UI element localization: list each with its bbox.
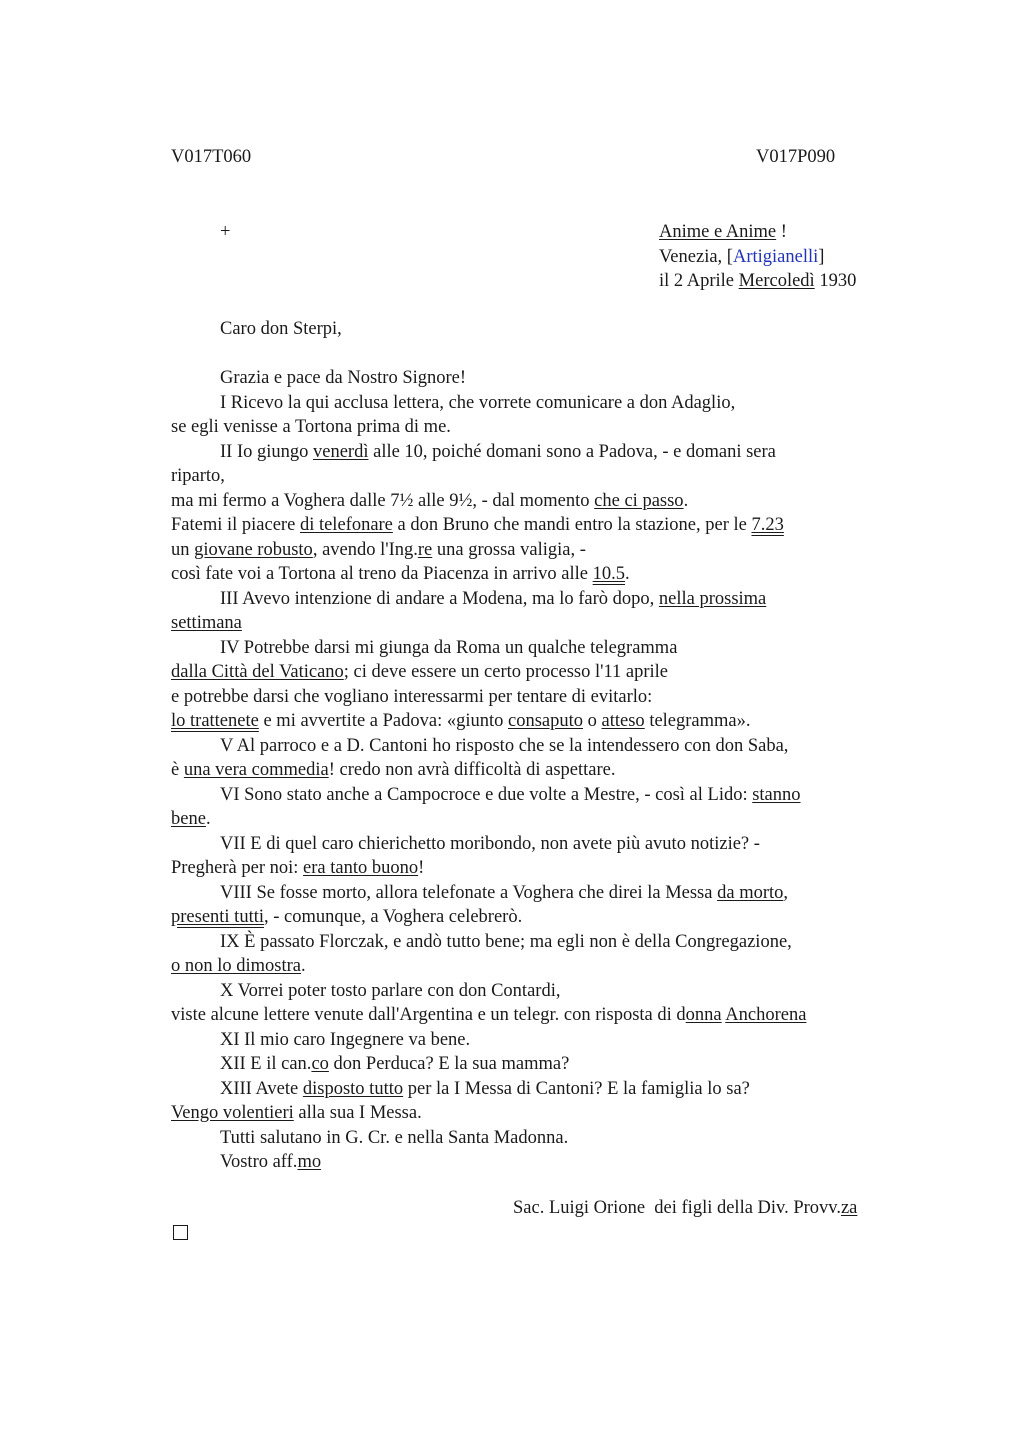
line-text: VIII Se fosse morto, allora telefonate a Voghera che direi la Messa (220, 882, 718, 903)
letter-line (171, 1052, 891, 1077)
letter-line (171, 758, 891, 783)
underlined-text: nella prossima (658, 588, 767, 609)
line-text: per la I Messa di Cantoni? E la famiglia lo sa? (403, 1078, 750, 1099)
line-text: II Io giungo (220, 441, 313, 462)
line-text: telegramma». (644, 711, 751, 731)
underlined-text: bene (171, 809, 206, 829)
line-text: o (583, 711, 602, 731)
line-text: V Al parroco e a D. Cantoni ho risposto che se la intendessero con don Saba, (220, 735, 789, 756)
letter-body (171, 366, 891, 1175)
underlined-text: mo (297, 1152, 322, 1172)
line-text: , - comunque, a Voghera celebrerò. (264, 907, 523, 927)
letter-line (171, 538, 891, 563)
line-text: III Avevo intenzione di andare a Modena, ma lo farò dopo, (220, 588, 659, 609)
underlined-text: atteso (601, 711, 645, 731)
empty-checkbox-mark (173, 1225, 188, 1240)
letter-line (171, 856, 891, 881)
letter-line (171, 930, 891, 955)
letter-line (171, 415, 891, 440)
line-text: viste alcune lettere venute dall'Argentina e un telegr. con risposta di d (171, 1005, 686, 1025)
line-text: Tutti salutano in G. Cr. e nella Santa Madonna. (220, 1127, 569, 1148)
underlined-text: presenti tutti (171, 907, 264, 927)
underlined-text: re (417, 539, 433, 560)
signature (513, 1196, 857, 1221)
letter-line (171, 881, 891, 906)
letter-line (171, 979, 891, 1004)
line-text: , (783, 882, 789, 903)
letter-line (171, 734, 891, 759)
dateline-place-link: Artigianelli (732, 246, 819, 267)
line-text: I Ricevo la qui acclusa lettera, che vorrete comunicare a don Adaglio, (220, 392, 736, 413)
dateline-year: 1930 (814, 271, 857, 291)
letter-line (171, 1150, 891, 1175)
line-text: alla sua I Messa. (293, 1103, 422, 1123)
archive-code-right: V017P090 (756, 147, 836, 167)
line-text: ; ci deve essere un certo processo l'11 aprile (343, 662, 669, 682)
line-text: e potrebbe darsi che vogliano interessarmi per tentare di evitarlo: (171, 686, 653, 707)
signature-text: Sac. Luigi Orione dei figli della Div. Provv. (513, 1198, 841, 1218)
line-text: alle 10, poiché domani sono a Padova, - e domani sera (368, 441, 776, 462)
line-text: e mi avvertite a Padova: «giunto (258, 711, 509, 731)
cross-mark: + (220, 222, 231, 242)
underlined-text: onna (685, 1005, 722, 1025)
line-text: Grazia e pace da Nostro Signore! (220, 368, 467, 388)
letter-line (171, 636, 891, 661)
line-text: ma mi fermo a Voghera dalle 7½ alle 9½, - dal momento (171, 490, 595, 511)
line-text: VI Sono stato anche a Campocroce e due volte a Mestre, - così al Lido: (220, 784, 753, 805)
salutation: Caro don Sterpi, (220, 319, 342, 339)
letter-line (171, 366, 891, 391)
letter-line (171, 464, 891, 489)
line-text: VII E di quel caro chierichetto moribondo, non avete più avuto notizie? - (220, 833, 760, 854)
line-text: ! credo non avrà difficoltà di aspettare. (328, 760, 616, 780)
letter-line (171, 440, 891, 465)
line-text: . (683, 490, 689, 511)
letter-line (171, 1003, 891, 1028)
line-text: . (625, 564, 630, 584)
dateline-weekday: Mercoledì (738, 271, 815, 291)
underlined-text: consaputo (508, 711, 584, 731)
line-text: X Vorrei poter tosto parlare con don Contardi, (220, 980, 561, 1001)
letter-line (171, 1126, 891, 1151)
letter-line (171, 709, 891, 734)
underlined-text: di telefonare (299, 515, 393, 535)
letter-line (171, 611, 891, 636)
dateline (659, 220, 856, 294)
underlined-text: venerdì (313, 441, 369, 462)
line-text: è (171, 760, 184, 780)
dateline-place-post: ] (818, 246, 825, 267)
dateline-date-pre: il 2 Aprile (659, 271, 739, 291)
letter-line (171, 1077, 891, 1102)
underlined-text: settimana (171, 613, 242, 633)
line-text: un (171, 539, 195, 560)
underlined-text: dalla Città del Vaticano (171, 662, 344, 682)
line-text: Fatemi il piacere (171, 515, 300, 535)
letter-line (171, 685, 891, 710)
underlined-text: 7.23 (751, 515, 784, 535)
letter-line (171, 513, 891, 538)
signature-suffix: za (840, 1198, 858, 1218)
line-text: se egli venisse a Tortona prima di me. (171, 417, 451, 437)
underlined-text: 10.5 (592, 564, 626, 584)
letter-line (171, 587, 891, 612)
line-text: Vostro aff. (220, 1152, 298, 1172)
dateline-motto: Anime e Anime (659, 222, 777, 242)
underlined-text: stanno (752, 784, 801, 805)
underlined-text: giovane robusto (194, 539, 313, 560)
letter-line (171, 954, 891, 979)
archive-code-left: V017T060 (171, 147, 252, 167)
letter-line (171, 562, 891, 587)
line-text: così fate voi a Tortona al treno da Piacenza in arrivo alle (171, 564, 593, 584)
line-text: una grossa valigia, - (432, 539, 586, 560)
line-text: don Perduca? E la sua mamma? (328, 1054, 570, 1074)
letter-line (171, 1028, 891, 1053)
letter-line (171, 832, 891, 857)
letter-line (171, 660, 891, 685)
line-text: ! (418, 858, 425, 878)
underlined-text: da morto (717, 882, 784, 903)
underlined-text: che ci passo (594, 490, 684, 511)
line-text: . (301, 956, 306, 976)
letter-line (171, 783, 891, 808)
dateline-motto-rest: ! (776, 222, 787, 242)
line-text: riparto, (171, 466, 225, 486)
underlined-text: co (311, 1054, 329, 1074)
underlined-text: una vera commedia (183, 760, 329, 780)
line-text: XI Il mio caro Ingegnere va bene. (220, 1029, 471, 1050)
underlined-text: disposto tutto (302, 1078, 404, 1099)
letter-line (171, 807, 891, 832)
underlined-text: era tanto buono (303, 858, 419, 878)
underlined-text: o non lo dimostra (171, 956, 302, 976)
line-text: . (205, 809, 211, 829)
underlined-text: lo trattenete (171, 711, 259, 731)
line-text: a don Bruno che mandi entro la stazione, per le (392, 515, 752, 535)
letter-line (171, 905, 891, 930)
line-text: IV Potrebbe darsi mi giunga da Roma un qualche telegramma (220, 637, 678, 658)
letter-line (171, 489, 891, 514)
line-text: Pregherà per noi: (171, 858, 304, 878)
underlined-text: Anchorena (725, 1005, 807, 1025)
underlined-text: Vengo volentieri (171, 1103, 294, 1123)
dateline-place-pre: Venezia, [ (659, 246, 733, 267)
letter-line (171, 391, 891, 416)
line-text: XII E il can. (220, 1054, 312, 1074)
line-text: XIII Avete (220, 1078, 303, 1099)
line-text: , avendo l'Ing. (312, 539, 418, 560)
letter-line (171, 1101, 891, 1126)
line-text: IX È passato Florczak, e andò tutto bene; ma egli non è della Congregazione, (220, 931, 792, 952)
